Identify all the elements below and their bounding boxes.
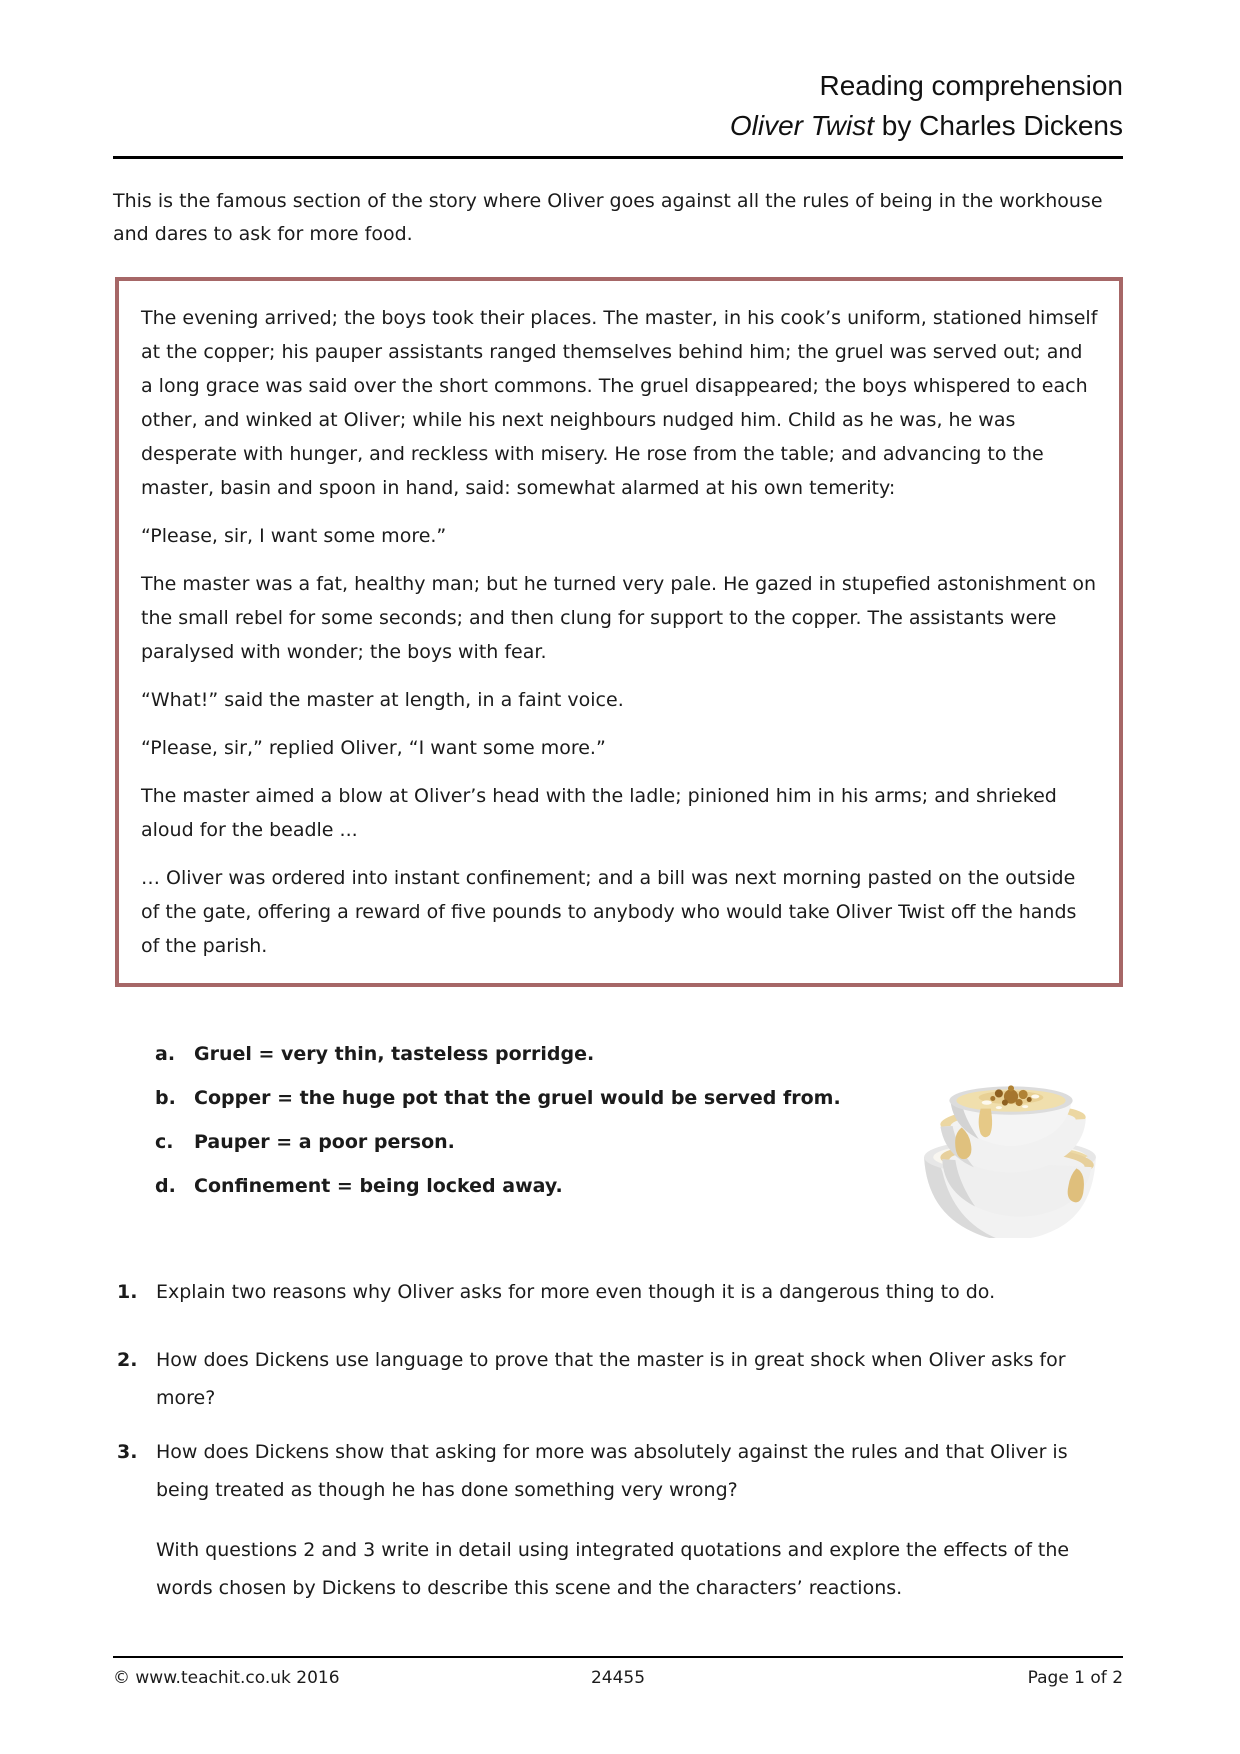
glossary-item-d xyxy=(155,1169,855,1203)
question-2 xyxy=(117,1341,1123,1417)
extract-paragraph-1: The evening arrived; the boys took their places. The master, in his cook’s uniform, stationed himself at the copper; his pauper assistants ranged themselves behind him; the gruel was served out; and a long grace was said over the short commons. The gruel disappeared; the boys whispered to each other, and winked at Oliver; while his next neighbours nudged him. Child as he was, he was desperate with hunger, and reckless with misery. He rose from the table; and advancing to the master, basin and spoon in hand, said: somewhat alarmed at his own temerity: xyxy=(141,307,1098,499)
question-3 xyxy=(117,1433,1123,1509)
glossary-item-a xyxy=(155,1037,855,1071)
extract-paragraph-7: … Oliver was ordered into instant confinement; and a bill was next morning pasted on the outside of the gate, offering a reward of five pounds to anybody who would take Oliver Twist off the hands of the parish. xyxy=(141,867,1077,957)
extract-box xyxy=(115,277,1123,987)
gruel-bowls-illustration xyxy=(920,1050,1100,1238)
glossary-text: Pauper = a poor person. xyxy=(194,1131,455,1153)
questions-note: With questions 2 and 3 write in detail using integrated quotations and explore the effects of the words chosen by Dickens to describe this scene and the characters’ reactions. xyxy=(156,1539,1070,1599)
header-line2-rest: by Charles Dickens xyxy=(874,110,1123,141)
page-footer xyxy=(113,1656,1123,1689)
glossary-item-c xyxy=(155,1125,855,1159)
intro-paragraph: This is the famous section of the story where Oliver goes against all the rules of being in the workhouse and dares to ask for more food. xyxy=(113,190,1103,245)
glossary-text: Confinement = being locked away. xyxy=(194,1175,563,1197)
extract-paragraph-2: “Please, sir, I want some more.” xyxy=(141,525,447,547)
book-title: Oliver Twist xyxy=(729,110,875,141)
header-line2 xyxy=(113,106,1123,146)
footer-page-number: Page 1 of 2 xyxy=(1027,1668,1124,1688)
question-1 xyxy=(117,1273,1123,1311)
glossary-letter: d. xyxy=(155,1175,176,1197)
glossary-text: Copper = the huge pot that the gruel would be served from. xyxy=(194,1087,841,1109)
extract-paragraph-4: “What!” said the master at length, in a faint voice. xyxy=(141,689,624,711)
header-line1: Reading comprehension xyxy=(819,70,1123,101)
question-text: How does Dickens show that asking for more was absolutely against the rules and that Oliver is being treated as though he has done something very wrong? xyxy=(156,1441,1068,1501)
footer-copyright: © www.teachit.co.uk 2016 xyxy=(113,1668,340,1688)
glossary-letter: b. xyxy=(155,1087,176,1109)
header-rule xyxy=(113,156,1123,159)
question-text: How does Dickens use language to prove that the master is in great shock when Oliver asks for more? xyxy=(156,1349,1066,1409)
extract-paragraph-6: The master aimed a blow at Oliver’s head with the ladle; pinioned him in his arms; and shrieked aloud for the beadle ... xyxy=(141,785,1057,841)
extract-paragraph-3: The master was a fat, healthy man; but he turned very pale. He gazed in stupefied astonishment on the small rebel for some seconds; and then clung for support to the copper. The assistants were paralysed with wonder; the boys with fear. xyxy=(141,573,1097,663)
doc-header xyxy=(113,66,1123,146)
footer-resource-id: 24455 xyxy=(590,1668,646,1688)
glossary-letter: a. xyxy=(155,1043,176,1065)
question-number: 2. xyxy=(117,1349,138,1371)
glossary-text: Gruel = very thin, tasteless porridge. xyxy=(194,1043,595,1065)
extract-paragraph-5: “Please, sir,” replied Oliver, “I want some more.” xyxy=(141,737,606,759)
glossary-list xyxy=(113,1037,855,1203)
glossary-letter: c. xyxy=(155,1131,174,1153)
questions-section xyxy=(113,1273,1123,1607)
question-text: Explain two reasons why Oliver asks for more even though it is a dangerous thing to do. xyxy=(156,1281,996,1303)
question-number: 3. xyxy=(117,1441,138,1463)
question-number: 1. xyxy=(117,1281,138,1303)
glossary-item-b xyxy=(155,1081,855,1115)
